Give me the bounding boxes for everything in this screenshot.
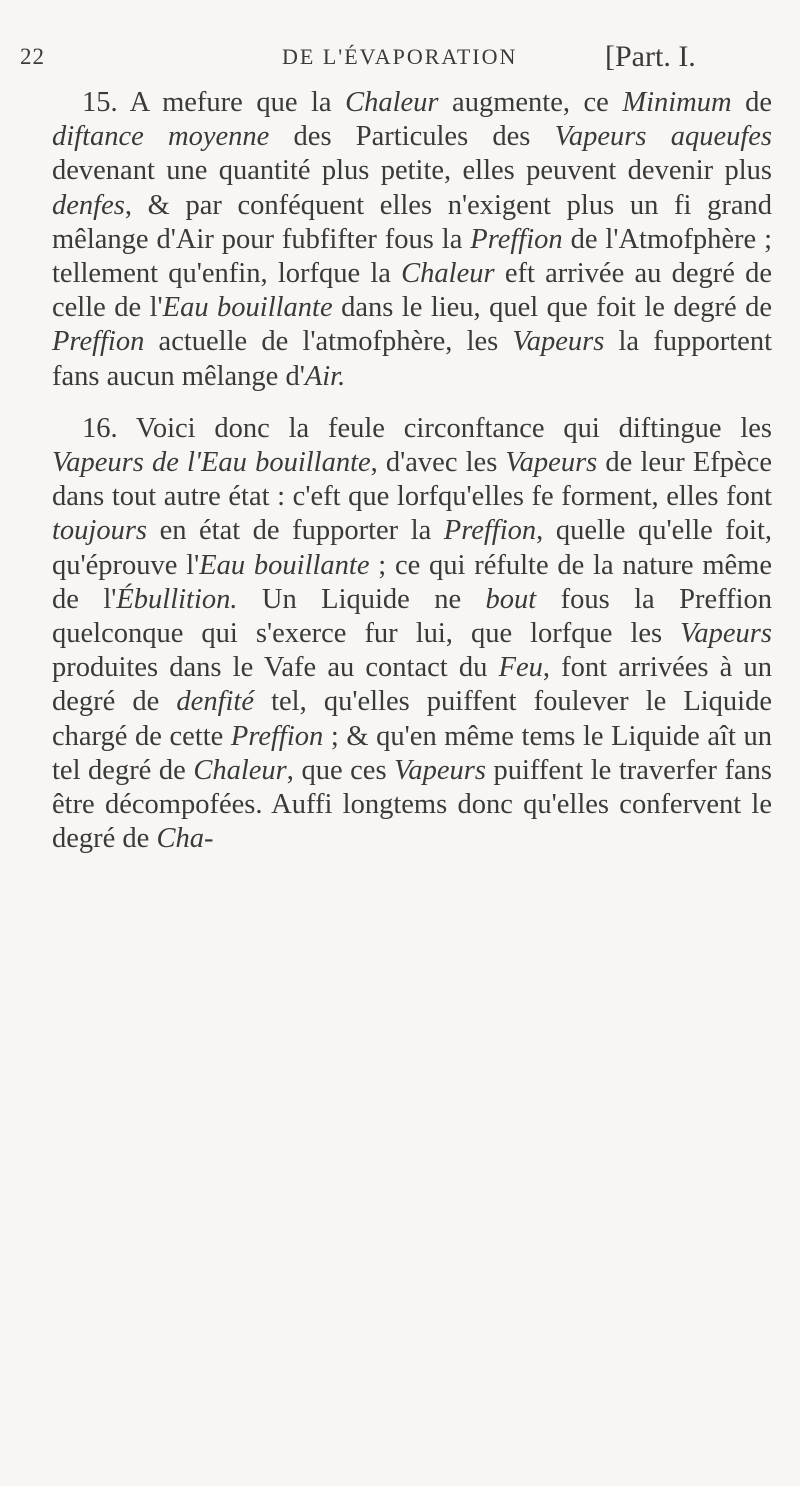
italic-term: Vapeurs aqueufes <box>554 121 772 153</box>
text-run: fous la Preffion quelconque qui s'exerce fur lui, que lorfque les <box>52 583 772 650</box>
part-label: [Part. I. <box>605 40 696 73</box>
text-run: , quelle qu'elle foit, qu'éprouve l' <box>52 515 772 581</box>
italic-term: Preffion <box>52 326 145 358</box>
italic-term: Vapeurs <box>505 447 598 479</box>
text-run: , font arrivées à un degré de <box>52 652 772 718</box>
italic-term: Preffion <box>470 223 563 255</box>
italic-term: Preffion <box>443 515 537 547</box>
italic-term: Eau bouillante <box>162 292 333 324</box>
page-header <box>20 34 780 74</box>
italic-term: Preffion <box>230 720 324 752</box>
text-run: devenant une quantité plus petite, elles peuvent devenir plus <box>52 155 772 187</box>
italic-term: Minimum <box>622 87 732 118</box>
text-run: dans le lieu, quel que foit le degré de <box>332 292 772 324</box>
italic-term: Vapeurs <box>512 326 605 358</box>
italic-term: Cha- <box>156 823 214 855</box>
italic-term: Chaleur <box>401 258 495 290</box>
italic-term: denfes <box>52 189 125 221</box>
italic-term: diftance moyenne <box>52 121 270 153</box>
italic-term: Eau bouillante <box>199 549 370 581</box>
text-run: A mefure que la <box>117 87 346 118</box>
page-number: 22 <box>20 44 45 69</box>
text-run: Un Liquide ne <box>237 583 486 615</box>
paragraph-15 <box>52 86 772 394</box>
italic-term: toujours <box>52 515 148 547</box>
text-run: produites dans le Vafe au contact du <box>52 652 499 684</box>
paragraph-16 <box>52 412 772 857</box>
paragraph-number: 15. <box>82 87 118 118</box>
text-run: de leur Efpèce dans tout autre état : c'eft que lorfqu'elles fe forment, elles font <box>52 447 772 513</box>
text-run: Voici donc la feule circonftance qui diftingue les <box>117 412 772 444</box>
text-run: , d'avec les <box>370 447 506 479</box>
italic-term: denfité <box>176 686 254 718</box>
text-run: ; ce qui réfulte de la nature même de l' <box>52 549 772 615</box>
italic-term: Vapeurs <box>394 754 486 786</box>
running-title: DE L'ÉVAPORATION <box>282 44 518 69</box>
text-run: , & par conféquent elles n'exigent plus un fi grand mêlange d'Air pour fubfifter fous la <box>52 189 772 255</box>
italic-term: Vapeurs de l'Eau bouillante <box>52 447 371 479</box>
text-run: de <box>731 87 773 118</box>
text-run: puiffent le traverfer fans être décompofées. Auffi longtems donc qu'elles confervent le degré de <box>52 754 772 855</box>
text-run: la fupportent fans aucun mêlange d' <box>52 326 772 392</box>
text-run: eft arrivée au degré de celle de l' <box>52 258 773 324</box>
text-run: actuelle de l'atmofphère, les <box>144 326 513 358</box>
text-run: tel, qu'elles puiffent foulever le Liquide chargé de cette <box>52 686 772 752</box>
italic-term: Ébullition. <box>116 583 238 615</box>
text-run: en état de fupporter la <box>147 515 444 547</box>
paragraph-number: 16. <box>82 412 118 444</box>
text-run: , que ces <box>286 754 395 786</box>
italic-term: Air. <box>304 360 346 392</box>
italic-term: Chaleur <box>345 87 439 118</box>
text-run: augmente, ce <box>438 87 623 118</box>
text-run: ; & qu'en même tems le Liquide aît un tel degré de <box>52 720 772 786</box>
text-run: de l'Atmofphère ; tellement qu'enfin, lorfque la <box>52 223 772 290</box>
body-text <box>52 86 772 874</box>
italic-term: Vapeurs <box>680 618 772 650</box>
italic-term: Chaleur <box>193 754 287 786</box>
italic-term: bout <box>485 583 537 615</box>
italic-term: Feu <box>498 652 543 684</box>
text-run: des Particules des <box>269 121 555 153</box>
